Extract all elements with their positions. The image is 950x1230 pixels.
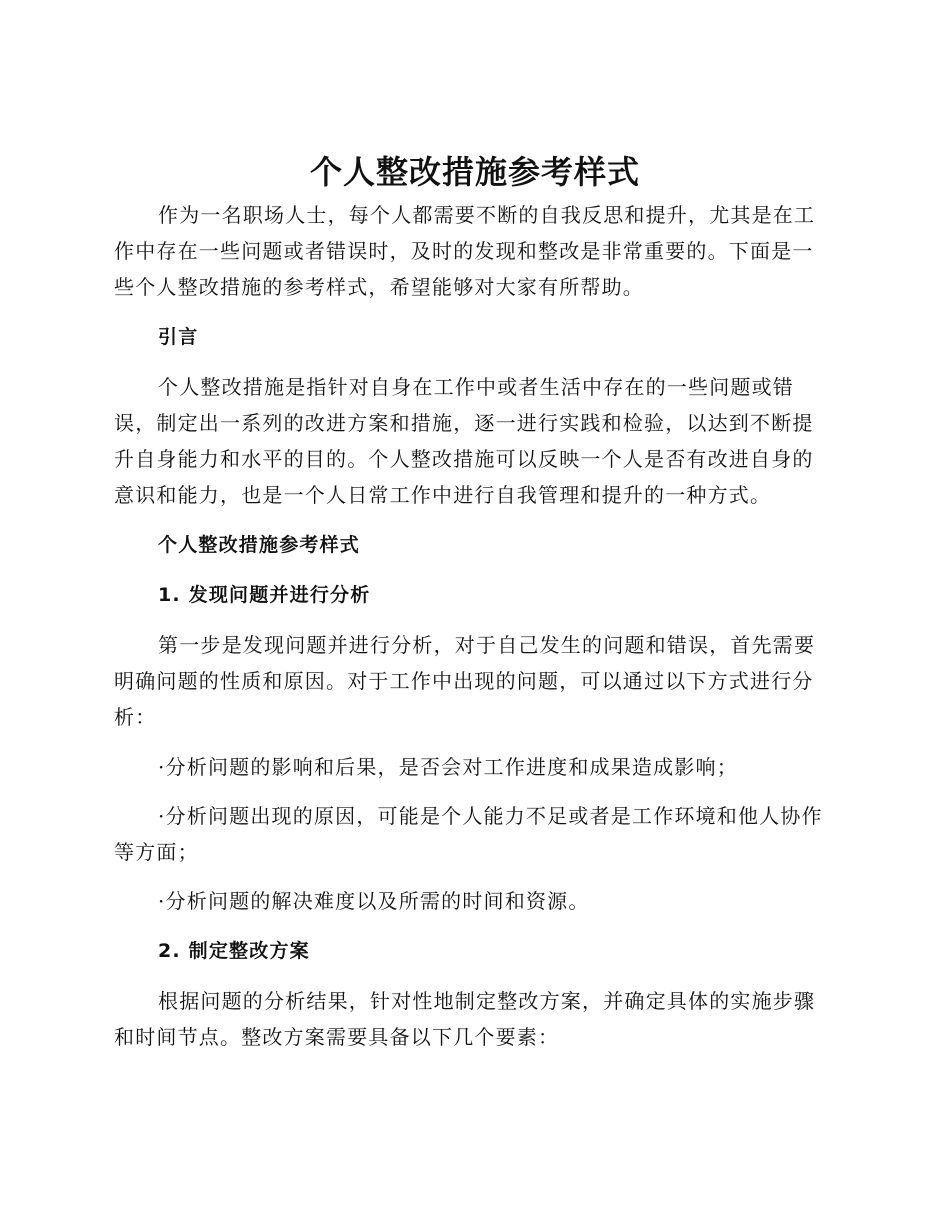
styles-heading: 个人整改措施参考样式 [158, 534, 361, 556]
step2-paragraph: 根据问题的分析结果，针对性地制定整改方案，并确定具体的实施步骤和时间节点。整改方案需要具备以下几个要素： [114, 989, 816, 1049]
step1-paragraph: 第一步是发现问题并进行分析，对于自己发生的问题和错误，首先需要明确问题的性质和原因。对于工作中出现的问题，可以通过以下方式进行分析： [114, 633, 816, 729]
step1-bullet-1: ·分析问题的影响和后果，是否会对工作进度和成果造成影响； [158, 755, 738, 779]
document-body [114, 197, 830, 1055]
preface-paragraph: 个人整改措施是指针对自身在工作中或者生活中存在的一些问题或错误，制定出一系列的改进方案和措施，逐一进行实践和检验，以达到不断提升自身能力和水平的目的。个人整改措施可以反映一个人是否有改进自身的意识和能力，也是一个人日常工作中进行自我管理和提升的一种方式。 [114, 375, 814, 507]
intro-paragraph: 作为一名职场人士，每个人都需要不断的自我反思和提升，尤其是在工作中存在一些问题或者错误时，及时的发现和整改是非常重要的。下面是一些个人整改措施的参考样式，希望能够对大家有所帮助。 [114, 203, 816, 299]
document-title: 个人整改措施参考样式 [309, 153, 640, 191]
step1-heading: 1. 发现问题并进行分析 [158, 584, 371, 606]
step1-bullet-3: ·分析问题的解决难度以及所需的时间和资源。 [158, 889, 590, 913]
step2-heading: 2. 制定整改方案 [158, 940, 310, 962]
preface-heading: 引言 [158, 326, 199, 348]
step1-bullet-2: ·分析问题出现的原因，可能是个人能力不足或者是工作环境和他人协作等方面； [114, 804, 823, 864]
